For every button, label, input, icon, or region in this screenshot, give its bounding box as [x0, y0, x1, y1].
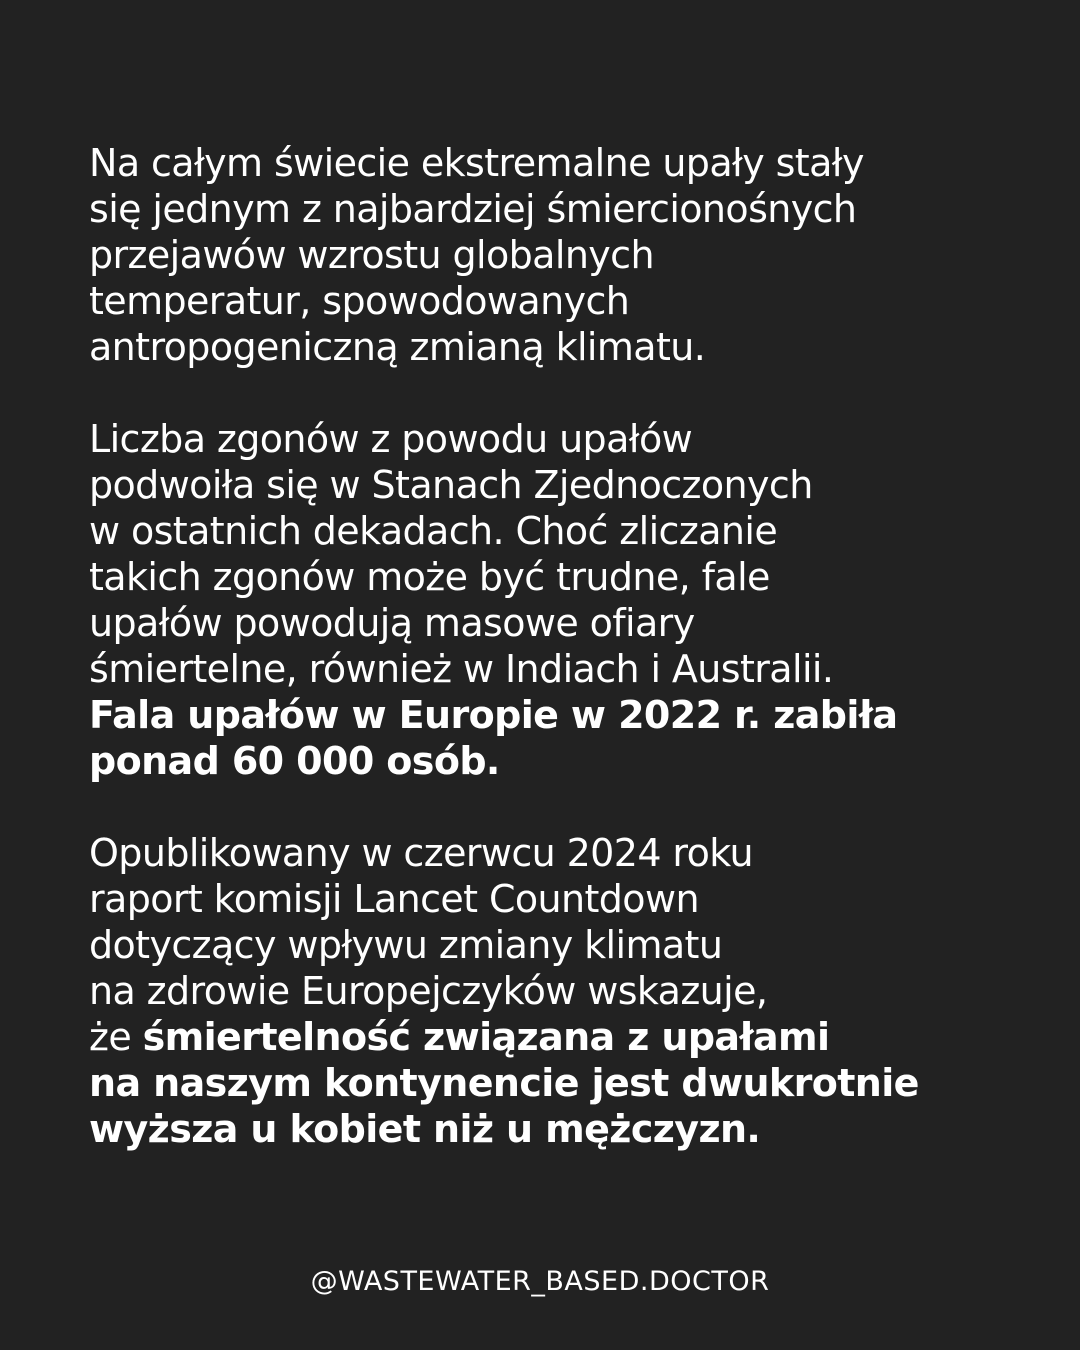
- text-line: Liczba zgonów z powodu upałów: [89, 417, 693, 461]
- text-line: Na całym świecie ekstremalne upały stały: [89, 141, 864, 185]
- mixed-line: [89, 1014, 989, 1060]
- highlight-line: na naszym kontynencie jest dwukrotnie: [89, 1061, 919, 1105]
- paragraph-intro: [89, 140, 989, 370]
- paragraph-deaths: [89, 416, 989, 784]
- text-line: Opublikowany w czerwcu 2024 roku: [89, 831, 753, 875]
- highlight-line: Fala upałów w Europie w 2022 r. zabiła: [89, 693, 898, 737]
- text-line: śmiertelne, również w Indiach i Australii.: [89, 647, 834, 691]
- text-line: przejawów wzrostu globalnych: [89, 233, 654, 277]
- text-line: upałów powodują masowe ofiary: [89, 601, 695, 645]
- highlight-line: ponad 60 000 osób.: [89, 739, 500, 783]
- text-fragment: że: [89, 1015, 143, 1059]
- text-line: temperatur, spowodowanych: [89, 279, 630, 323]
- text-line: w ostatnich dekadach. Choć zliczanie: [89, 509, 778, 553]
- highlight-line: wyższa u kobiet niż u mężczyzn.: [89, 1107, 761, 1151]
- text-line: antropogeniczną zmianą klimatu.: [89, 325, 706, 369]
- paragraph-report: [89, 830, 989, 1152]
- post-text: [89, 140, 989, 1152]
- highlight-fragment: śmiertelność związana z upałami: [142, 1015, 830, 1059]
- text-line: podwoiła się w Stanach Zjednoczonych: [89, 463, 813, 507]
- text-line: na zdrowie Europejczyków wskazuje,: [89, 969, 768, 1013]
- text-line: takich zgonów może być trudne, fale: [89, 555, 770, 599]
- paragraph-spacer: [89, 370, 989, 416]
- paragraph-spacer: [89, 784, 989, 830]
- text-line: się jednym z najbardziej śmiercionośnych: [89, 187, 857, 231]
- text-line: raport komisji Lancet Countdown: [89, 877, 699, 921]
- text-line: dotyczący wpływu zmiany klimatu: [89, 923, 723, 967]
- account-handle: @WASTEWATER_BASED.DOCTOR: [310, 1266, 770, 1297]
